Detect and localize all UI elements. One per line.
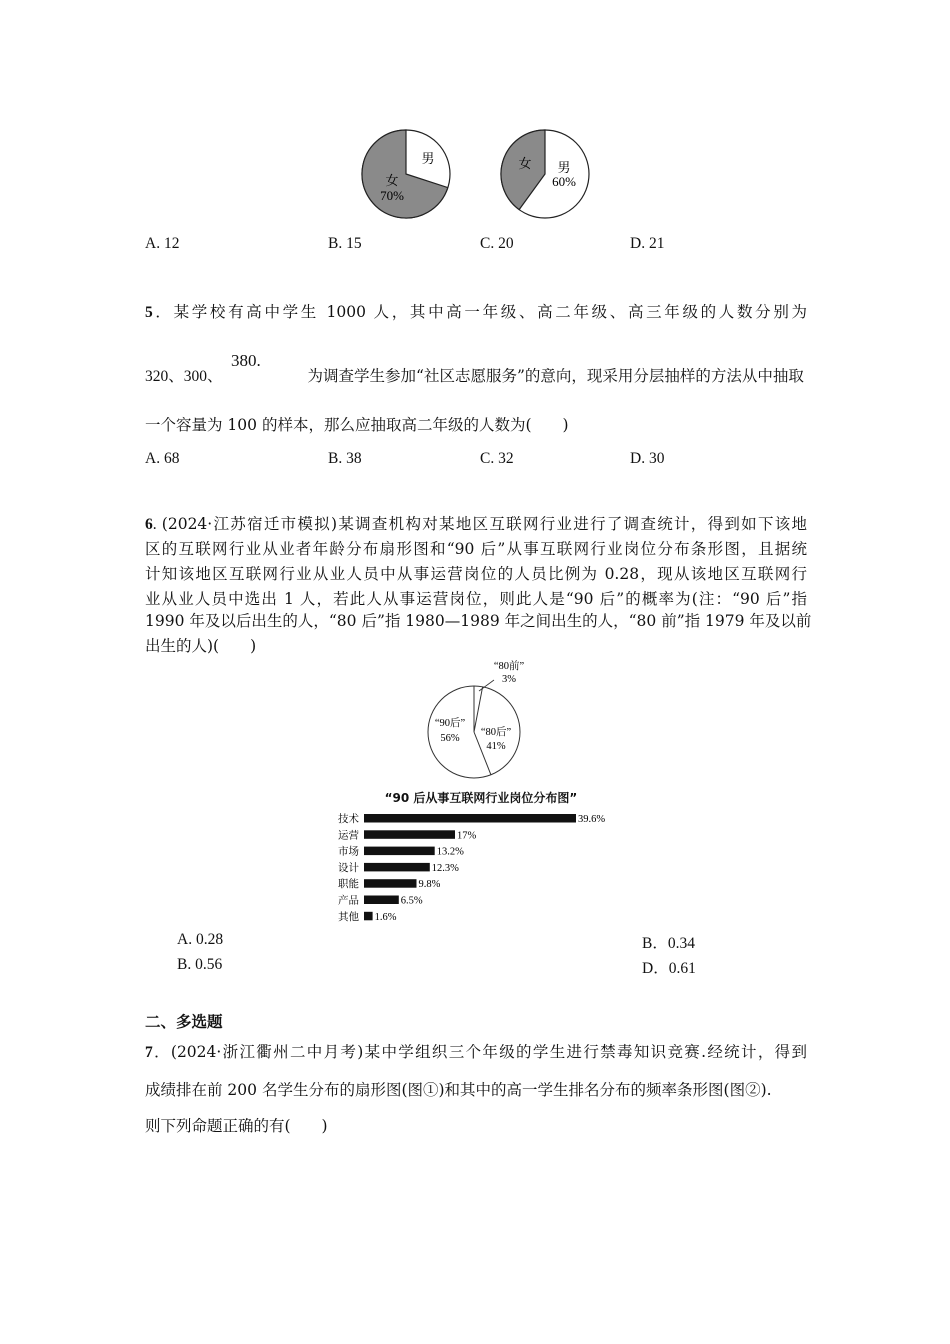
q5-option-d[interactable]: D. 30 bbox=[630, 450, 665, 467]
q5-line-2: 320、300、 为调查学生参加“社区志愿服务”的意向，现采用分层抽样的方法从中抽取 bbox=[145, 367, 804, 385]
q4-pie-left bbox=[358, 126, 454, 222]
bar-value-label: 6.5% bbox=[400, 895, 423, 907]
q5-option-c[interactable]: C. 32 bbox=[480, 450, 514, 467]
bar-category-label: 产品 bbox=[338, 894, 359, 907]
bar-3 bbox=[364, 863, 430, 872]
q4-pie-left-male-label: 男 bbox=[421, 151, 435, 166]
bar-value-label: 1.6% bbox=[374, 911, 397, 923]
bar-category-label: 设计 bbox=[338, 861, 359, 874]
q6-line-5: 1990 年及以后出生的人，“80 后”指 1980—1989 年之间出生的人，“80 前”指 1979 年及以前 bbox=[145, 612, 812, 630]
q6-line-4: 业从业人员中选出 1 人，若此人从事运营岗位，则此人是“90 后”的概率为(注：“90 后”指 bbox=[145, 590, 807, 608]
bar-value-label: 13.2% bbox=[436, 846, 464, 858]
q5-number-inset: 380. bbox=[231, 351, 261, 370]
q6-bar-chart bbox=[330, 810, 630, 928]
bar-6 bbox=[364, 912, 373, 921]
q4-pie-right-female-label: 女 bbox=[518, 156, 532, 171]
q6-pie-80hou-name: “80后” bbox=[480, 727, 512, 738]
q5-line-3: 一个容量为 100 的样本，那么应抽取高二年级的人数为( ) bbox=[145, 416, 569, 434]
q4-option-d[interactable]: D. 21 bbox=[630, 235, 665, 252]
bar-4 bbox=[364, 879, 417, 888]
q6-option-c[interactable]: B. 0.56 bbox=[177, 956, 223, 973]
q4-option-a[interactable]: A. 12 bbox=[145, 235, 180, 252]
q7-line-2: 成绩排在前 200 名学生分布的扇形图(图①)和其中的高一学生排名分布的频率条形图(图②). bbox=[145, 1081, 772, 1099]
q4-option-c[interactable]: C. 20 bbox=[480, 235, 514, 252]
bar-category-label: 职能 bbox=[338, 878, 359, 891]
bar-2 bbox=[364, 847, 435, 856]
bar-5 bbox=[364, 896, 399, 905]
q6-pie-80hou-value: 41% bbox=[486, 741, 506, 752]
bar-category-label: 运营 bbox=[338, 829, 359, 842]
q4-pie-right-male-label: 男 bbox=[557, 160, 571, 175]
q6-age-pie bbox=[420, 656, 540, 781]
q4-pie-left-female-label: 女 bbox=[385, 173, 399, 188]
q4-pie-right-percent: 60% bbox=[552, 174, 576, 189]
q4-pie-left-percent: 70% bbox=[380, 188, 404, 203]
q5-line-1: 5．某学校有高中学生 1000 人，其中高一年级、高二年级、高三年级的人数分别为 bbox=[145, 303, 807, 321]
q4-option-b[interactable]: B. 15 bbox=[328, 235, 362, 252]
q6-pie-80qian-value: 3% bbox=[502, 674, 516, 685]
q6-pie-90hou-name: “90后” bbox=[434, 718, 466, 729]
bar-1 bbox=[364, 830, 455, 839]
bar-value-label: 39.6% bbox=[578, 814, 606, 825]
q6-line-1: 6. (2024·江苏宿迁市模拟)某调查机构对某地区互联网行业进行了调查统计，得到如下该地 bbox=[145, 515, 808, 533]
q7-line-3: 则下列命题正确的有( ) bbox=[145, 1117, 328, 1135]
q5-option-b[interactable]: B. 38 bbox=[328, 450, 362, 467]
bar-category-label: 市场 bbox=[338, 845, 359, 858]
q6-line-3: 计知该地区互联网行业从业人员中从事运营岗位的人员比例为 0.28，现从该地区互联网行 bbox=[145, 565, 807, 583]
q4-pie-right bbox=[497, 126, 593, 222]
q5-option-a[interactable]: A. 68 bbox=[145, 450, 180, 467]
bar-0 bbox=[364, 814, 576, 823]
q6-pie-90hou-value: 56% bbox=[440, 733, 460, 744]
q6-option-b[interactable]: B．0.34 bbox=[642, 935, 695, 952]
q7-line-1: 7．(2024·浙江衢州二中月考)某中学组织三个年级的学生进行禁毒知识竞赛.经统计，得到 bbox=[145, 1043, 807, 1061]
q6-line-6: 出生的人)( ) bbox=[145, 637, 257, 655]
bar-value-label: 12.3% bbox=[431, 862, 459, 874]
bar-category-label: 其他 bbox=[338, 910, 359, 923]
q6-line-2: 区的互联网行业从业者年龄分布扇形图和“90 后”从事互联网行业岗位分布条形图，且据统 bbox=[145, 540, 807, 558]
q6-pie-80qian-name: “80前” bbox=[493, 661, 525, 672]
bar-value-label: 9.8% bbox=[418, 879, 441, 891]
q6-bar-chart-title: “90 后从事互联网行业岗位分布图” bbox=[384, 791, 578, 805]
q6-option-d[interactable]: D．0.61 bbox=[642, 960, 696, 977]
bar-category-label: 技术 bbox=[338, 813, 359, 825]
q6-option-a[interactable]: A. 0.28 bbox=[177, 931, 224, 948]
bar-value-label: 17% bbox=[457, 830, 477, 842]
section-title: 二、多选题 bbox=[145, 1012, 223, 1031]
